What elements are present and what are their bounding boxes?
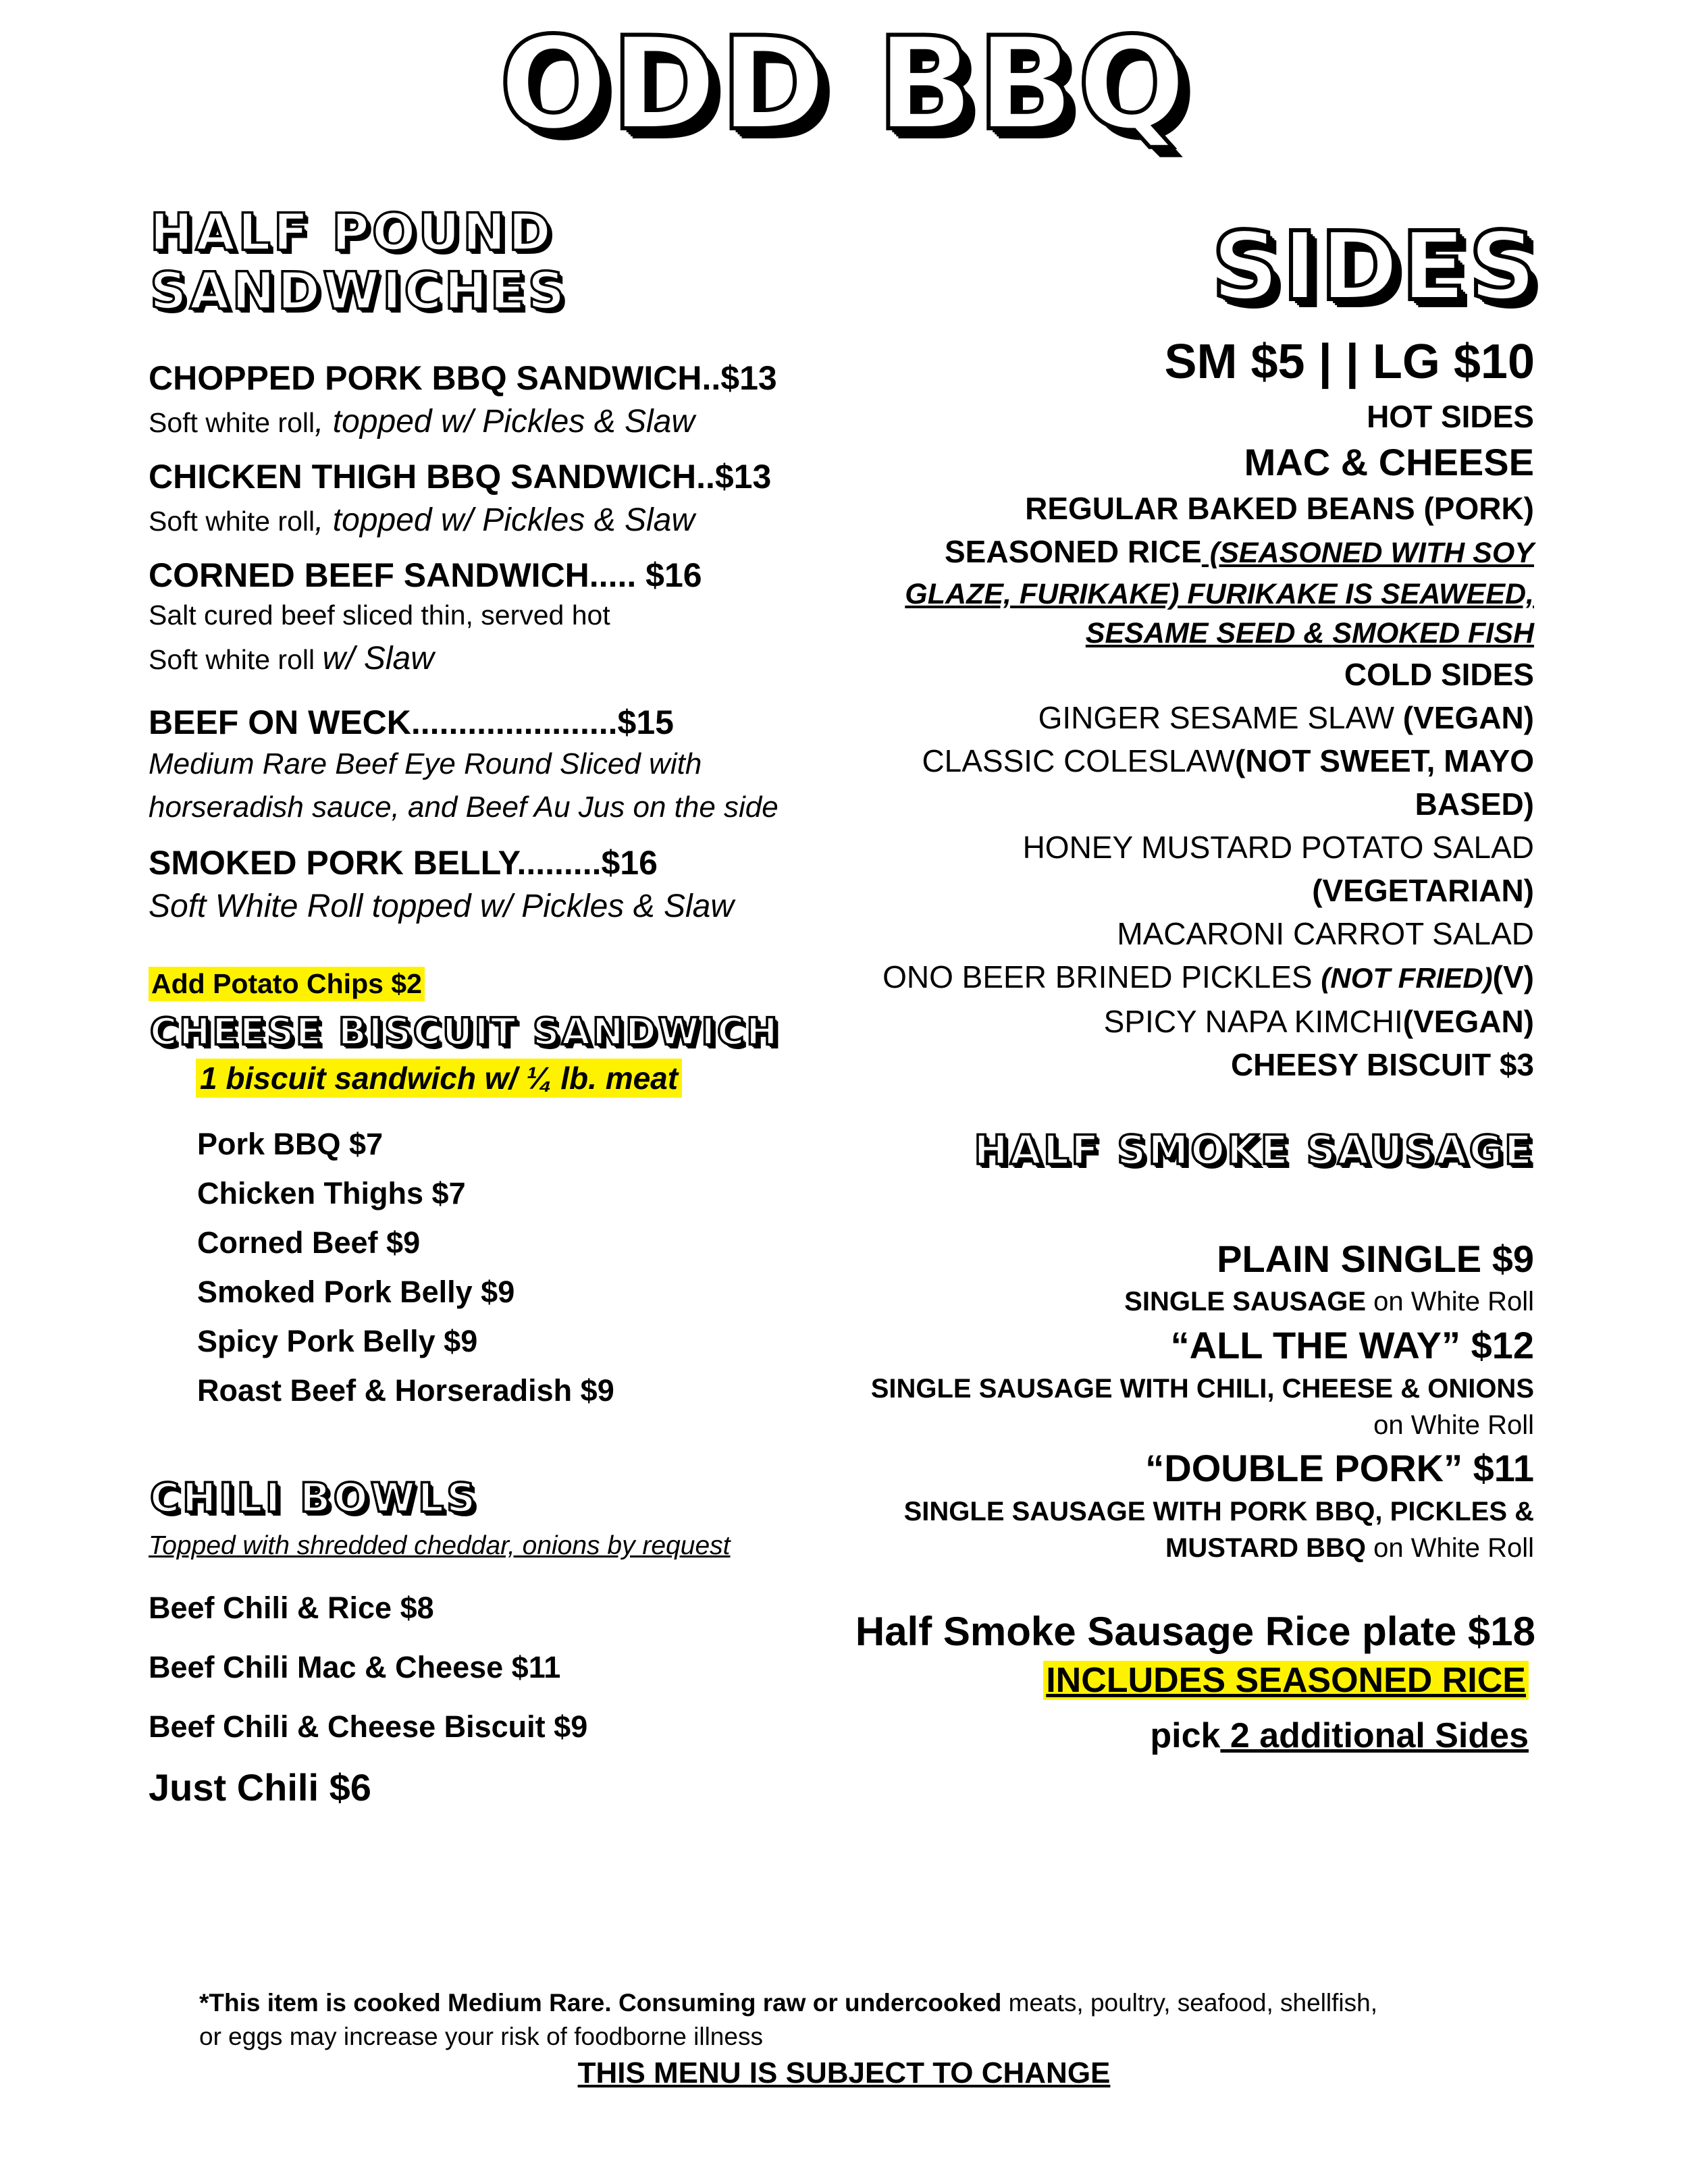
item-desc: Salt cured beef sliced thin, served hot: [149, 600, 610, 631]
sausage-plate: [855, 1607, 1535, 1759]
item-title: CHOPPED PORK BBQ SANDWICH..$13: [149, 359, 777, 397]
hot-sides-label: HOT SIDES: [1367, 399, 1534, 434]
sides-list: [882, 395, 1534, 1086]
plate-pick: pick 2 additional Sides: [1150, 1716, 1529, 1755]
side-coleslaw: CLASSIC COLESLAW(NOT SWEET, MAYO: [922, 743, 1534, 778]
item-title: BEEF ON WECK......................$15: [149, 703, 674, 741]
side-mac-cheese: MAC & CHEESE: [1244, 441, 1534, 483]
biscuit-subtitle: 1 biscuit sandwich w/ ¼ lb. meat: [196, 1059, 682, 1098]
biscuit-heading: CHEESE BISCUIT SANDWICH: [150, 1010, 780, 1053]
sausage-dp-desc: SINGLE SAUSAGE WITH PORK BBQ, PICKLES &: [903, 1497, 1534, 1526]
sausage-plain-desc: SINGLE SAUSAGE on White Roll: [1124, 1287, 1534, 1316]
sausage-plain-title: PLAIN SINGLE $9: [1217, 1237, 1534, 1280]
side-rice-note: SESAME SEED & SMOKED FISH: [1085, 617, 1534, 649]
item-desc: horseradish sauce, and Beef Au Jus on the side: [149, 790, 779, 824]
side-cheesy-biscuit: CHEESY BISCUIT $3: [1230, 1047, 1534, 1082]
sides-prices: SM $5 | | LG $10: [1164, 335, 1535, 389]
footer-warning: *This item is cooked Medium Rare. Consuming raw or undercooked meats, poultry, seafood, shellfish, or eggs may increase your risk of foodborne illness: [199, 1989, 1377, 2050]
sausage-dp-desc: MUSTARD BBQ on White Roll: [1165, 1533, 1534, 1563]
side-potato-tag: (VEGETARIAN): [1312, 873, 1534, 908]
list-item: Beef Chili & Cheese Biscuit $9: [149, 1709, 588, 1744]
plate-title: Half Smoke Sausage Rice plate $18: [855, 1609, 1535, 1654]
list-item: Beef Chili & Rice $8: [149, 1591, 434, 1625]
list-item: Pork BBQ $7: [197, 1127, 384, 1161]
item-desc: Soft White Roll topped w/ Pickles & Slaw: [149, 888, 735, 924]
side-kimchi: SPICY NAPA KIMCHI(VEGAN): [1103, 1004, 1534, 1039]
sides-heading: SIDES: [1211, 212, 1539, 322]
side-rice-note: GLAZE, FURIKAKE) FURIKAKE IS SEAWEED,: [905, 578, 1534, 610]
side-pickles: ONO BEER BRINED PICKLES (NOT FRIED)(V): [882, 959, 1534, 994]
item-desc: Soft white roll w/ Slaw: [149, 641, 434, 677]
side-macaroni-salad: MACARONI CARROT SALAD: [1117, 916, 1534, 951]
item-title: CHICKEN THIGH BBQ SANDWICH..$13: [149, 458, 772, 496]
list-item: Just Chili $6: [149, 1766, 371, 1809]
chili-list: [149, 1578, 587, 1819]
side-seasoned-rice: SEASONED RICE (SEASONED WITH SOY: [944, 534, 1534, 569]
item-title: CORNED BEEF SANDWICH..... $16: [149, 556, 702, 594]
list-item: Corned Beef $9: [197, 1225, 421, 1260]
item-desc: Soft white roll, topped w/ Pickles & Slaw: [149, 502, 695, 538]
list-item: Chicken Thighs $7: [197, 1176, 466, 1210]
plate-includes: INCLUDES SEASONED RICE: [855, 1657, 1529, 1713]
sausage-atw-desc: on White Roll: [1373, 1410, 1534, 1440]
sandwich-item: [149, 702, 779, 829]
sandwich-item: [149, 555, 702, 683]
list-item: Roast Beef & Horseradish $9: [197, 1373, 614, 1408]
item-desc: Medium Rare Beef Eye Round Sliced with: [149, 747, 702, 780]
sandwiches-heading-line2: SANDWICHES: [150, 261, 568, 321]
sausage-list: [871, 1235, 1534, 1566]
side-coleslaw-tag: BASED): [1415, 787, 1534, 822]
sandwich-item: [149, 843, 734, 930]
side-baked-beans: REGULAR BAKED BEANS (PORK): [1025, 491, 1534, 526]
sandwiches-heading: [150, 203, 567, 321]
list-item: Smoked Pork Belly $9: [197, 1275, 515, 1309]
cold-sides-label: COLD SIDES: [1344, 657, 1534, 692]
list-item: Spicy Pork Belly $9: [197, 1324, 478, 1358]
side-slaw: GINGER SESAME SLAW (VEGAN): [1038, 700, 1534, 735]
footer-change-notice: THIS MENU IS SUBJECT TO CHANGE: [577, 2056, 1111, 2089]
item-desc: Soft white roll, topped w/ Pickles & Slaw: [149, 404, 695, 440]
chili-heading: CHILI BOWLS: [150, 1474, 479, 1522]
sandwich-item: [149, 456, 771, 544]
sausage-atw-title: “ALL THE WAY” $12: [1170, 1324, 1534, 1366]
sausage-heading: HALF SMOKE SAUSAGE: [974, 1127, 1534, 1174]
sausage-dp-title: “DOUBLE PORK” $11: [1145, 1447, 1534, 1489]
side-potato-salad: HONEY MUSTARD POTATO SALAD: [1022, 830, 1534, 865]
biscuit-list: [197, 1119, 614, 1415]
sandwiches-heading-line1: HALF POUND: [150, 202, 554, 262]
sausage-atw-desc: SINGLE SAUSAGE WITH CHILI, CHEESE & ONIONS: [870, 1374, 1534, 1404]
sandwich-item: [149, 358, 777, 446]
chili-note: Topped with shredded cheddar, onions by request: [149, 1531, 731, 1560]
page-title: ODD BBQ: [498, 9, 1190, 159]
potato-chips-addon: Add Potato Chips $2: [149, 967, 425, 1001]
item-title: SMOKED PORK BELLY.........$16: [149, 844, 658, 882]
list-item: Beef Chili Mac & Cheese $11: [149, 1650, 561, 1684]
